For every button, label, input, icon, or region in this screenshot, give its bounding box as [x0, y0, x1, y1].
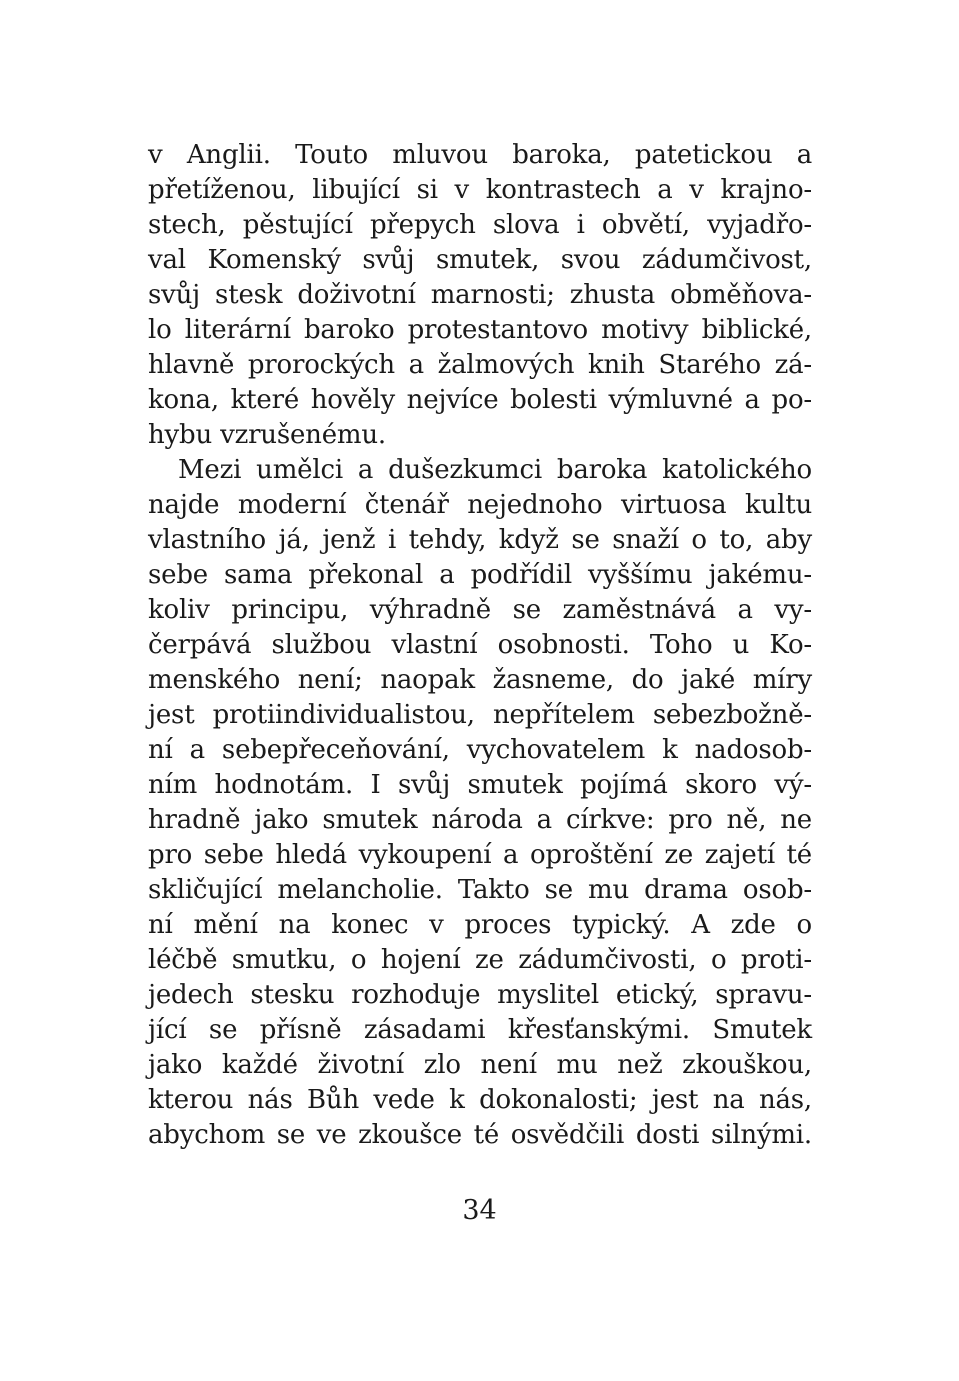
- text-line: léčbě smutku, o hojení ze zádumčivosti, o proti-: [148, 945, 812, 975]
- text-line: v Anglii. Touto mluvou baroka, patetickou a: [148, 140, 812, 170]
- text-line: hlavně prorockých a žalmových knih Starého zá-: [148, 350, 812, 380]
- text-line: menského není; naopak žasneme, do jaké míry: [148, 665, 812, 695]
- text-line: jící se přísně zásadami křesťanskými. Smutek: [148, 1015, 812, 1045]
- text-line: lo literární baroko protestantovo motivy biblické,: [148, 315, 812, 345]
- text-line: najde moderní čtenář nejednoho virtuosa kultu: [148, 490, 812, 520]
- text-line: Mezi umělci a dušezkumci baroka katolického: [178, 455, 812, 485]
- text-line: koliv principu, výhradně se zaměstnává a vy-: [148, 595, 812, 625]
- text-line: jako každé životní zlo není mu než zkouškou,: [148, 1050, 812, 1080]
- text-line: přetíženou, libující si v kontrastech a v krajno-: [148, 175, 812, 205]
- text-line: ním hodnotám. I svůj smutek pojímá skoro vý-: [148, 770, 812, 800]
- page-number: 34: [462, 1195, 497, 1226]
- text-line: jedech stesku rozhoduje myslitel etický, spravu-: [148, 980, 812, 1010]
- text-line: svůj stesk doživotní marnosti; zhusta obměňova-: [148, 280, 812, 310]
- text-line: ní a sebepřeceňování, vychovatelem k nadosob-: [148, 735, 812, 765]
- text-line: kona, které hověly nejvíce bolesti výmluvné a po-: [148, 385, 812, 415]
- text-line: ní mění na konec v proces typický. A zde o: [148, 910, 812, 940]
- text-line: abychom se ve zkoušce té osvědčili dosti silnými.: [148, 1120, 812, 1150]
- text-line: jest protiindividualistou, nepřítelem sebezbožně-: [148, 700, 812, 730]
- paragraph-2: [148, 453, 812, 1153]
- text-line: hradně jako smutek národa a církve: pro ně, ne: [148, 805, 812, 835]
- body-text: [148, 138, 812, 1153]
- text-line: hybu vzrušenému.: [148, 420, 386, 450]
- text-line: čerpává službou vlastní osobnosti. Toho u Ko-: [148, 630, 812, 660]
- text-line: skličující melancholie. Takto se mu drama osob-: [148, 875, 812, 905]
- paragraph-1: [148, 138, 812, 453]
- text-line: vlastního já, jenž i tehdy, když se snaží o to, aby: [148, 525, 812, 555]
- text-line: sebe sama překonal a podřídil vyššímu jakému-: [148, 560, 812, 590]
- text-line: stech, pěstující přepych slova i obvětí, vyjadřo-: [148, 210, 812, 240]
- text-line: val Komenský svůj smutek, svou zádumčivost,: [148, 245, 812, 275]
- text-line: pro sebe hledá vykoupení a oproštění ze zajetí té: [148, 840, 812, 870]
- text-line: kterou nás Bůh vede k dokonalosti; jest na nás,: [148, 1085, 812, 1115]
